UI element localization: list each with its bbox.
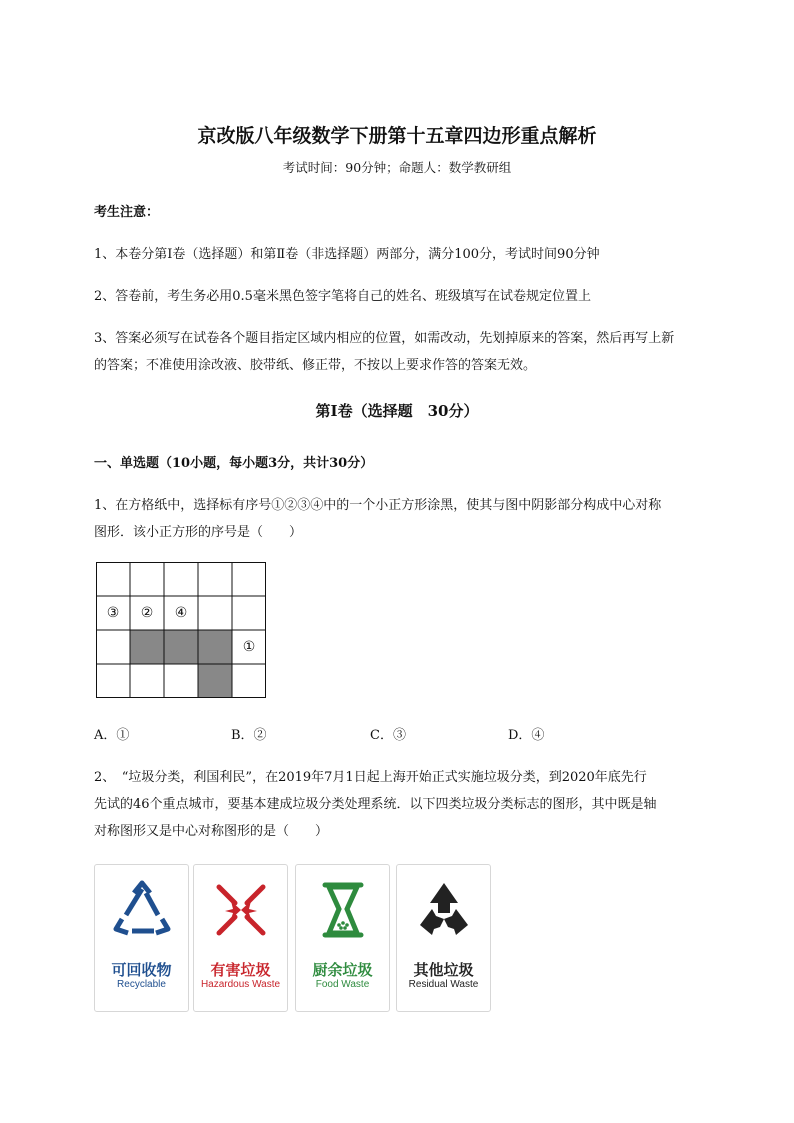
notice-item-3-cont: 的答案；不准使用涂改液、胶带纸、修正带，不按以上要求作答的答案无效。 [94,358,537,373]
q1-option-a[interactable]: A．① [94,728,130,743]
card-cn-label: 厨余垃圾 [312,961,373,979]
waste-card-hazardous[interactable] [193,864,288,1012]
card-en-label: Recyclable [117,979,166,990]
q1-option-b[interactable]: B．② [231,728,267,743]
q1-option-c[interactable]: C．③ [370,728,406,743]
grid-label-1: ① [242,639,256,655]
shaded-cell [198,630,232,664]
card-cn-label: 其他垃圾 [413,961,474,979]
shaded-cell [130,630,164,664]
grid-label-2: ② [140,605,154,621]
q1-grid-figure [96,562,266,698]
hazard-cross-arrows-icon [211,879,271,941]
card-cn-label: 可回收物 [111,961,172,979]
q1-text-line2: 图形．该小正方形的序号是（ ） [94,525,303,540]
q2-text-line3: 对称图形又是中心对称图形的是（ ） [94,824,329,839]
shaded-cell [164,630,198,664]
q1-text-line1: 1、在方格纸中，选择标有序号①②③④中的一个小正方形涂黑，使其与图中阴影部分构成中心对称 [94,498,662,513]
notice-heading: 考生注意： [94,205,160,220]
waste-card-recyclable[interactable] [94,864,189,1012]
residual-arrows-icon [414,879,474,941]
q1-option-d[interactable]: D．④ [508,728,545,743]
exam-title: 京改版八年级数学下册第十五章四边形重点解析 [197,125,597,147]
card-cn-label: 有害垃圾 [210,961,271,979]
q2-text-line1: 2、 “垃圾分类，利国利民”，在2019年7月1日起上海开始正式实施垃圾分类，到2020年底先行 [94,770,647,785]
recycle-arrows-icon [112,879,172,941]
waste-card-food[interactable] [295,864,390,1012]
waste-card-residual[interactable] [396,864,491,1012]
notice-item-1: 1、本卷分第I卷（选择题）和第Ⅱ卷（非选择题）两部分，满分100分，考试时间90分钟 [94,247,600,262]
exam-subtitle: 考试时间：90分钟；命题人：数学教研组 [282,160,512,175]
part1-heading: 一、单选题（10小题，每小题3分，共计30分） [94,456,374,471]
card-en-label: Hazardous Waste [200,979,281,990]
q2-text-line2: 先试的46个重点城市，要基本建成垃圾分类处理系统．以下四类垃圾分类标志的图形，其中既是轴 [94,797,657,812]
shaded-cell [198,664,232,698]
notice-item-2: 2、答卷前，考生务必用0.5毫米黑色签字笔将自己的姓名、班级填写在试卷规定位置上 [94,289,591,304]
notice-item-3: 3、答案必须写在试卷各个题目指定区域内相应的位置，如需改动，先划掉原来的答案，然后再写上新 [94,331,675,346]
card-en-label: Food Waste [315,979,370,990]
section-title: 第I卷（选择题 30分） [315,402,479,420]
grid-label-4: ④ [174,605,188,621]
card-en-label: Residual Waste [408,979,479,990]
hourglass-icon [313,879,373,941]
grid-label-3: ③ [106,605,120,621]
